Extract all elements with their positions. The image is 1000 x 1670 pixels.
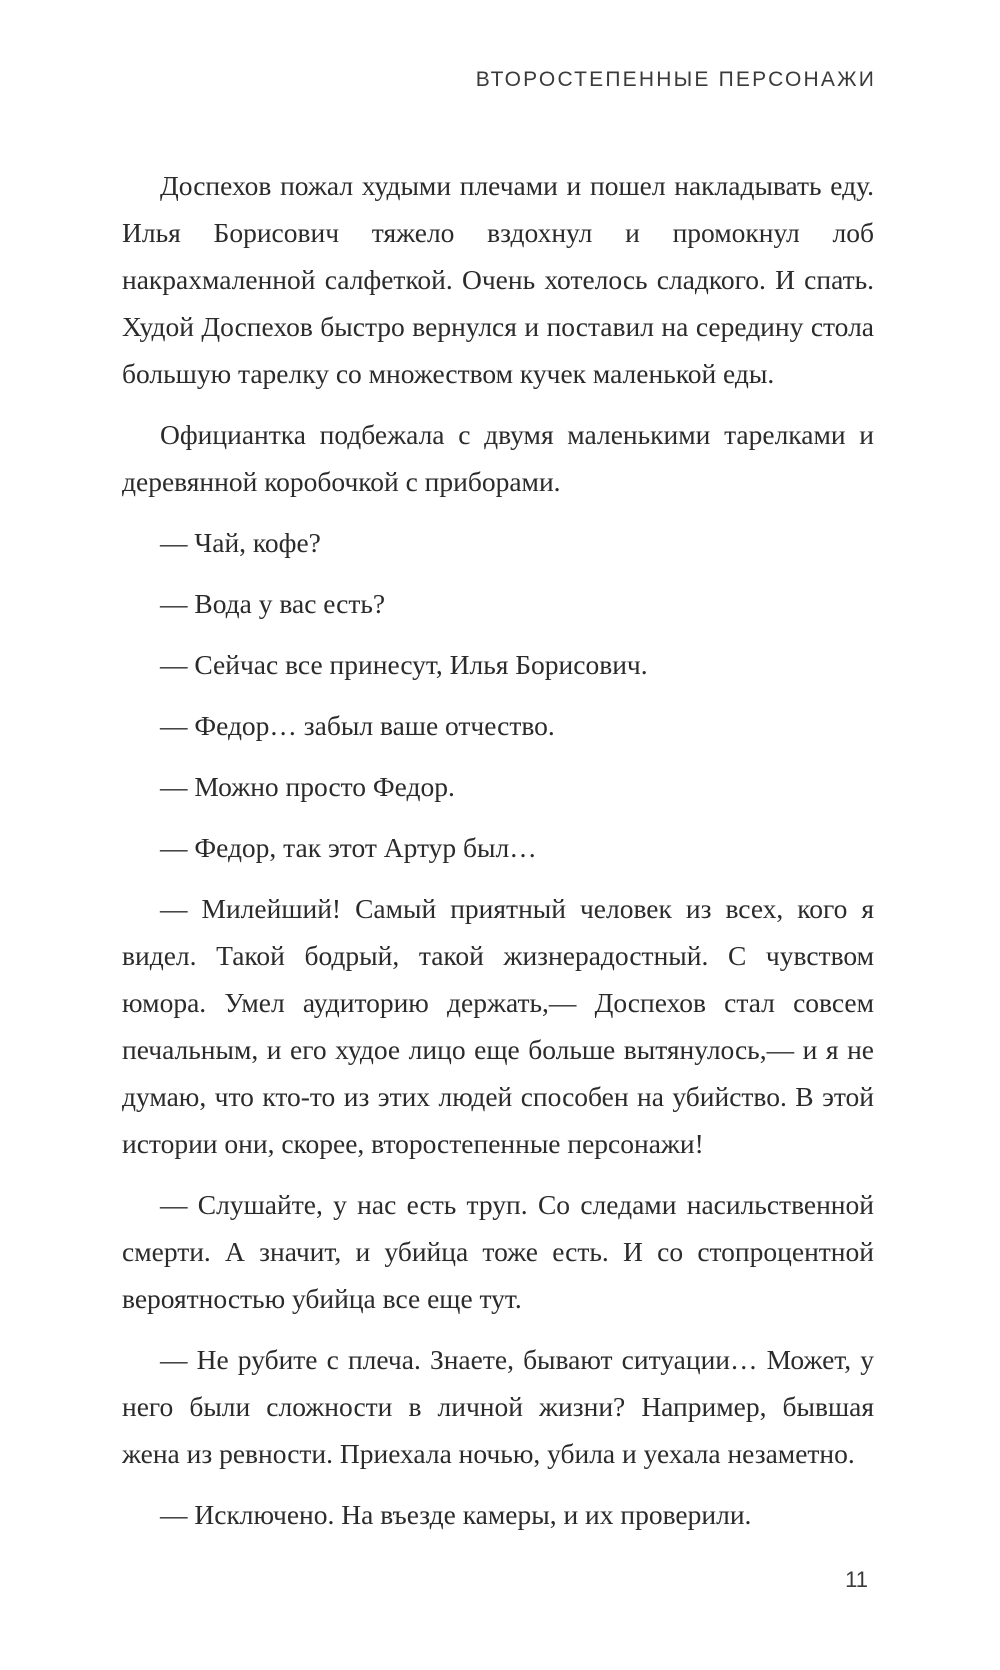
paragraph: Доспехов пожал худыми плечами и пошел накладывать еду. Илья Борисович тяжело вздохнул и промокнул лоб накрахмаленной салфеткой. Очень хотелось сладкого. И спать. Худой Доспехов быстро вернулся и поставил на середину стола большую тарелку со множеством кучек маленькой еды. — [122, 170, 874, 389]
dialogue-line: — Сейчас все принесут, Илья Борисович. — [160, 649, 648, 680]
dialogue-line: — Исключено. На въезде камеры, и их проверили. — [160, 1499, 752, 1530]
paragraph: Официантка подбежала с двумя маленькими тарелками и деревянной коробочкой с приборами. — [122, 419, 874, 497]
dialogue-line: — Слушайте, у нас есть труп. Со следами насильственной смерти. А значит, и убийца тоже есть. И со стопроцентной вероятностью убийца все еще тут. — [122, 1189, 874, 1314]
body-text — [122, 162, 874, 1552]
dialogue-line: — Чай, кофе? — [160, 527, 321, 558]
running-head-title: ВТОРОСТЕПЕННЫЕ ПЕРСОНАЖИ — [475, 68, 876, 91]
dialogue-line: — Федор, так этот Артур был… — [160, 832, 537, 863]
dialogue-line: — Можно просто Федор. — [160, 771, 455, 802]
dialogue-line: — Вода у вас есть? — [160, 588, 386, 619]
dialogue-line: — Федор… забыл ваше отчество. — [160, 710, 555, 741]
page-number: 11 — [845, 1567, 868, 1592]
dialogue-line: — Милейший! Самый приятный человек из всех, кого я видел. Такой бодрый, такой жизнерадостный. С чувством юмора. Умел аудиторию держать,— Доспехов стал совсем печальным, и его худое лицо еще больше вытянулось,— и я не думаю, что кто-то из этих людей способен на убийство. В этой истории они, скорее, второстепенные персонажи! — [122, 893, 874, 1159]
dialogue-line: — Не рубите с плеча. Знаете, бывают ситуации… Может, у него были сложности в личной жизни? Например, бывшая жена из ревности. Приехала ночью, убила и уехала незаметно. — [122, 1344, 874, 1469]
